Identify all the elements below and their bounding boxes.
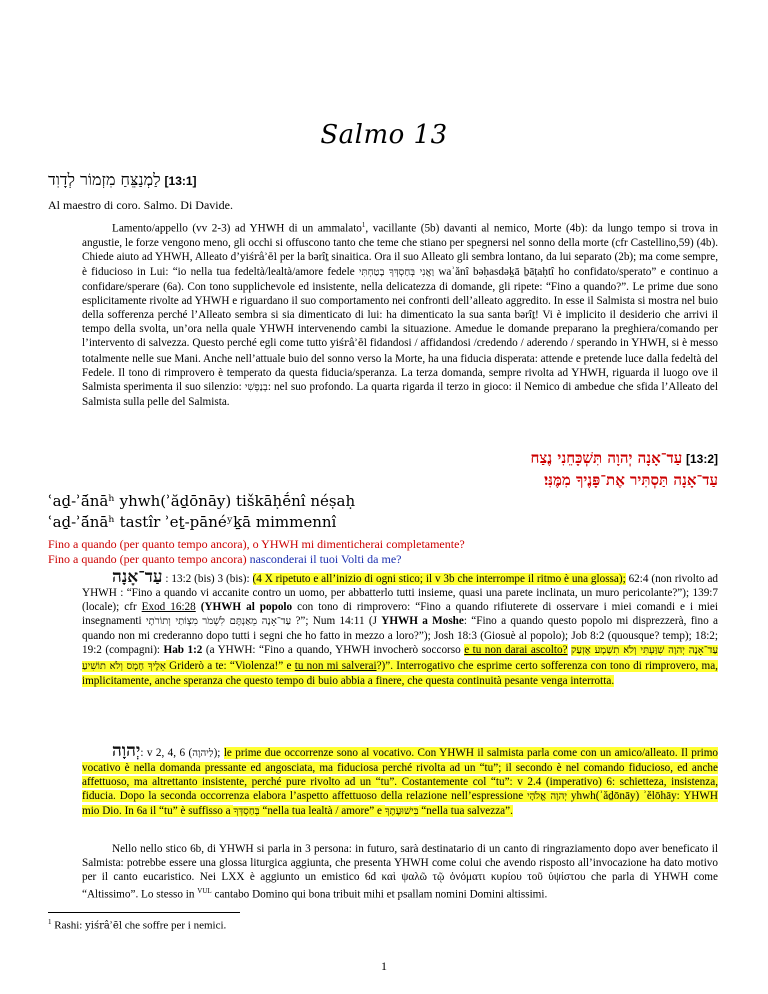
verse-2-ref: [13:2] xyxy=(685,452,718,466)
verse-2-translit-1: ʿaḏ-ʾā́nāʰ yhwh(ʾăḏōnāy) tiškāḥḗnî néṣaḥ xyxy=(48,492,356,510)
verse-2-line-1: עַד־אָנָה יְהוָה תִּשְׁכָּחֵנִי נֶצַח xyxy=(530,449,683,467)
intro-paragraph: Lamento/appello (vv 2-3) ad YHWH di un ammalato$^1$, vacillante (5b) davanti al nemico, Morte (4b): da lungo tempo si trova in angustie, le forze vengono meno, gli occhi si offuscono tanto che teme che stiano per spegnersi nel sonno della morte (cfr Castellino,59) (4b). Chiede aiuto ad YHWH, Alleato d’yiśrâʾēl per la bərîṯ sinaitica. Ora il suo Alleato gli sembra lontano, da lui separato (2b); ma come sempre, è fiducioso in Lui: “io nella tua fedeltà/lealtà/amore fedele וַאֲנִי בְּחַסְדְּךָ בָטַחְתִּי waʾănî bəḥasdəḵā ḇāṭaḥtî ho confidato/sperato” e continuo a confidare/sperare (6a). Con tono supplichevole ed insistente, nella delicatezza di domande, gli ripete: “Fino a quando?”. Le prime due sono esplicitamente rivolte ad YHWH e riguardano il suo comportamento nei confronti dell’alleato aggredito. In esse il Salmista si mostra nel buio della sofferenza perché l’Alleato sembra si sia dimenticato di lui: ha dimenticato la sua santa bərîṯ! Vi è implicito il desiderio che arrivi il tempo della svolta, un’ora nella quale YHWH intervenendo cambi la situazione. Amedue le domande preparano la preghiera/comando per l’intervento di salvezza. Questo perché egli come tutto yiśrâʾēl fidandosi / affidandosi /credendo / aderendo / sperando in YHWH, si è messo totalmente nelle sue Mani. Anche nell’attuale buio del sonno verso la Morte, ha una fiducia disperata: attende e pretende luce dalla fedeltà del Fedele. Il tono di rimprovero è temperato da questa fiducia/speranza. La terza domanda, sempre rivolta ad YHWH, riguarda il luogo ove il Salmista sperimenta il suo silenzio: בְנַפְשִׁי: nel suo profondo. La quarta rigarda il terzo in gioco: il Nemico di ambedue che sfida l’Alleato del Salmista sulla pelle del Salmista. xyxy=(82,221,719,408)
verse-1-ref: [13:1] xyxy=(164,174,197,188)
verse-2-translation-2: Fino a quando (per quanto tempo ancora) nasconderai il tuoi Volti da me? xyxy=(48,552,402,566)
footnote-mark: 1 xyxy=(361,221,366,229)
verse-1-hebrew: לַמְנַצֵּחַ מִזְמוֹר לְדָוִד xyxy=(48,170,161,189)
verse-1-translation: Al maestro di coro. Salmo. Di Davide. xyxy=(48,198,233,212)
verse-2-hebrew xyxy=(96,448,718,492)
note-yhwh-continued: Nello nello stico 6b, di YHWH si parla in 3 persona: in futuro, sarà destinatario di un canto di ringraziamento dopo aver beneficato il Salmista: potrebbe essere una glossa liturgica aggiunta, che presenta YHWH come colui che avendo risposto all’invocazione ha dato motivo per il canto eucaristico. Nei LXX è aggiunto un emistico 6d καὶ ψαλῶ τῷ ὀνόματι κυρίου τοῦ ὑψίστου che parla di YHWH come “Altissimo”. Lo stesso in $^{VUL}$ cantabo Domino qui bona tribuit mihi et psallam nomini Domini altissimi. xyxy=(82,843,718,902)
verse-1-heading xyxy=(48,170,197,191)
footnote-divider xyxy=(48,912,240,913)
note-yhwh-term: יְהוָה xyxy=(112,741,141,761)
page-number: 1 xyxy=(381,959,387,973)
verse-2-translation-1: Fino a quando (per quanto tempo ancora), o YHWH mi dimenticherai completamente? xyxy=(48,537,465,551)
note-ad-ana: עַד־אָנָה : 13:2 (bis) 3 (bis): (4 X ripetuto e all’inizio di ogni stico; il v 3b che interrompe il ritmo è una glossa); 62:4 (non rivolto ad YHWH : “Fino a quando vi accanite contro un uomo, per abbatterlo tutti insieme, quasi una parete inclinata, un muro pericolante?”); 139:7 (locale); cfr Exod 16:28 (YHWH al popolo con tono di rimprovero: “Fino a quando rifiuterete di osservare i miei comandi e i miei insegnamenti מִצְוֹתַי וְתוֹרֹתָי עַד־אָנָה מֵאַנְתֶּם לִשְׁמֹר ?”; Num 14:11 (J YHWH a Moshe: “Fino a quando questo popolo mi disprezzerà, fino a quando non mi crederanno dopo tutti i segni che ho fatto in mezzo a loro?”); Josh 18:3 (Giosuè al popolo); Job 8:2 (quousque? temp); 18:2; 19:2 (compagni): Hab 1:2 (a YHWH: “Fino a quando, YHWH invocherò soccorso e tu non darai ascolto? עַד־אָנָה יְהוָה שִׁוַּעְתִּי וְלֹא תִשְׁמָע אֶזְעַק אֵלֶיךָ חָמָס וְלֹא תוֹשִׁיעַ Griderò a te: “Violenza!” e tu non mi salverai?)”. Interrogativo che esprime certo sofferenza con tono di rimprovero, ma, implicitamente, anche speranza che questo tempo di buio abbia a finere, che questa continuità pesante venga interrotta. xyxy=(82,567,719,687)
verse-2-translit-2: ʿaḏ-ʾā́nāʰ tastîr ʾeṯ-pānéʸḵā mimmennî xyxy=(48,513,337,531)
verse-2-line-2: עַד־אָנָה תַּסְתִּיר אֶת־פָּנֶיךָ מִמֶּנִּי׃ xyxy=(544,471,718,489)
note-yhwh: יְהוָה: v 2, 4, 6 (לַיהוָה); le prime due occorrenze sono al vocativo. Con YHWH il salmista parla come con un amico/alleato. Il primo vocativo è nella domanda pressante ed angosciata, ma fiduciosa perché rivolta ad un “tu”; il secondo è nel comando fiducioso, ed anche affettuoso, ma altrettanto insistente, perché pure rivolto ad un “tu”. Costantemente col “tu”: v 2.4 (imperativo) 6: schietteza, insistenza, fiducia. Dopo la seconda occorrenza elabora l’aspetto affettuoso della relazione nell’espressione יְהוָה אֱלֹהָי yhwh(ʾăḏōnāy) ʾĕlōhāy: YHWH mio Dio. In 6a il “tu” è suffisso a בְּחַסְדְּךָ “nella tua lealtà / amore” e בִּישׁוּעָתֶךָ “nella tua salvezza”. xyxy=(82,741,718,818)
footnote: $^1$ Rashi: yiśrâʾēl che soffre per i nemici. xyxy=(48,918,227,932)
page-title: Salmo 13 xyxy=(320,120,448,150)
note-ad-ana-term: עַד־אָנָה xyxy=(112,567,163,587)
